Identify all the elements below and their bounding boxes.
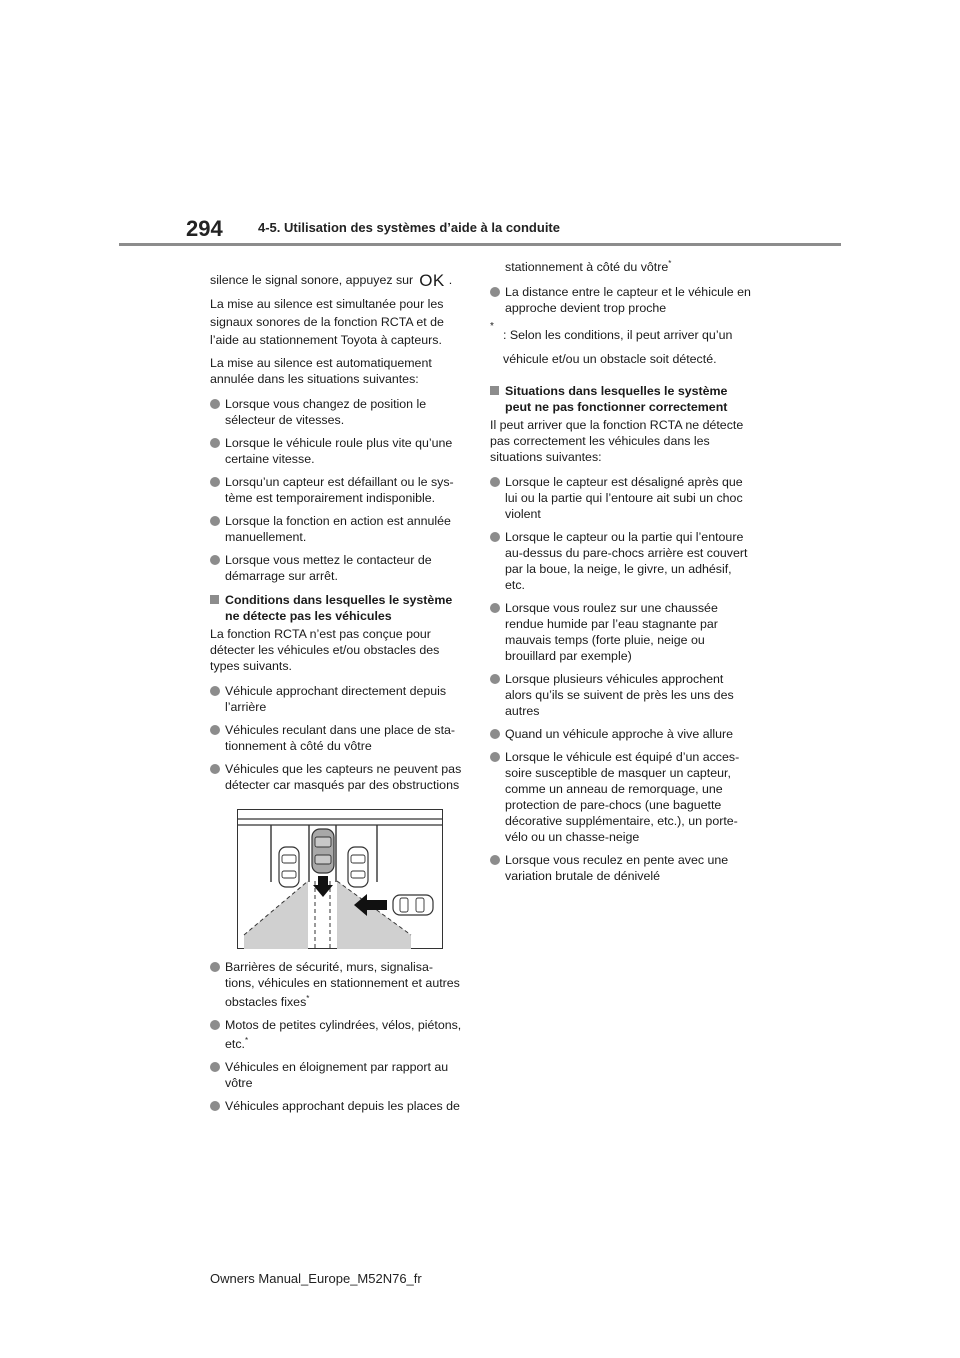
footnote-text-1: : Selon les conditions, il peut arriver qu’un — [503, 328, 733, 343]
list-item: Barrières de sécurité, murs, signalisa- tions, véhicules en stationnement et autres obstacles fixes* — [210, 959, 470, 1010]
bullet-icon — [210, 477, 220, 487]
bullet-icon — [490, 532, 500, 542]
square-bullet-icon — [210, 595, 219, 604]
footnote — [490, 323, 752, 371]
paragraph-4: Il peut arriver que la fonction RCTA ne détecte pas correctement les véhicules dans les situations suivantes: — [490, 418, 744, 465]
bullet-icon — [210, 399, 220, 409]
bullet-icon — [210, 555, 220, 565]
approaching-car-icon — [393, 895, 433, 915]
square-bullet-icon — [490, 386, 499, 395]
bullet-icon — [210, 725, 220, 735]
list-item: Lorsque le capteur est désaligné après que lui ou la partie qui l’entoure ait subi un choc violent — [490, 474, 752, 522]
list-item: Lorsqu’un capteur est défaillant ou le sys- tème est temporairement indisponible. — [210, 474, 470, 506]
footnote-text-2: véhicule et/ou un obstacle soit détecté. — [503, 352, 717, 367]
bullet-icon — [490, 855, 500, 865]
list-item: La distance entre le capteur et le véhicule en approche devient trop proche — [490, 284, 752, 316]
bullet-icon — [210, 686, 220, 696]
paragraph-2: La mise au silence est automatiquement annulée dans les situations suivantes: — [210, 356, 432, 386]
parked-car-icon — [279, 847, 299, 887]
bullet-icon — [490, 729, 500, 739]
rcta-parking-diagram — [237, 809, 443, 949]
right-column — [490, 256, 752, 891]
page-number: 294 — [186, 216, 223, 241]
section-title: 4-5. Utilisation des systèmes d’aide à la conduite — [258, 220, 560, 235]
list-item: Véhicules approchant depuis les places de — [210, 1098, 470, 1114]
footnote-mark: * — [490, 321, 494, 333]
list-item: Lorsque le véhicule roule plus vite qu’une certaine vitesse. — [210, 435, 470, 467]
paragraph-3: La fonction RCTA n’est pas conçue pour détecter les véhicules et/ou obstacles des types suivants. — [210, 627, 440, 673]
header-rule — [119, 243, 841, 246]
bullet-icon — [210, 962, 220, 972]
intro-line — [210, 256, 470, 289]
list-item: Quand un véhicule approche à vive allure — [490, 726, 752, 742]
bullet-icon — [490, 752, 500, 762]
left-column — [210, 256, 470, 1121]
continuation-line: stationnement à côté du vôtre* — [505, 259, 672, 275]
bullet-icon — [210, 516, 220, 526]
list-item: Véhicule approchant directement depuis l’arrière — [210, 683, 470, 715]
intro-prefix: silence le signal sonore, appuyez sur — [210, 273, 414, 287]
own-car-icon — [312, 829, 334, 873]
bullet-icon — [210, 1101, 220, 1111]
subsection-heading: Situations dans lesquelles le système peut ne pas fonctionner correctement — [490, 383, 752, 415]
paragraph-1: La mise au silence est simultanée pour les signaux sonores de la fonction RCTA et de l’aide au stationnement Toyota à capteurs. — [210, 297, 444, 347]
bullet-icon — [490, 674, 500, 684]
intro-suffix: . — [448, 273, 453, 287]
list-item: Véhicules que les capteurs ne peuvent pas détecter car masqués par des obstructions — [210, 761, 470, 793]
list-item: Lorsque la fonction en action est annulée manuellement. — [210, 513, 470, 545]
parked-car-icon — [348, 847, 368, 887]
list-item: Lorsque vous changez de position le sélecteur de vitesses. — [210, 396, 470, 428]
bullet-icon — [490, 603, 500, 613]
ok-button-icon: OK — [419, 271, 445, 290]
bullet-icon — [490, 287, 500, 297]
bullet-icon — [210, 1062, 220, 1072]
list-item: Lorsque vous mettez le contacteur de démarrage sur arrêt. — [210, 552, 470, 584]
list-item: Lorsque le capteur ou la partie qui l’entoure au-dessus du pare-chocs arrière est couvert par la boue, la neige, le givre, un adhésif, etc. — [490, 529, 752, 593]
list-item: Lorsque plusieurs véhicules approchent alors qu’ils se suivent de près les uns des autres — [490, 671, 752, 719]
list-item: Véhicules reculant dans une place de sta- tionnement à côté du vôtre — [210, 722, 470, 754]
document-id: Owners Manual_Europe_M52N76_fr — [210, 1271, 422, 1286]
bullet-icon — [210, 1020, 220, 1030]
list-item: Lorsque vous roulez sur une chaussée rendue humide par l’eau stagnante par mauvais temps (forte pluie, neige ou brouillard par exemple) — [490, 600, 752, 664]
list-item: Motos de petites cylindrées, vélos, piétons, etc.* — [210, 1017, 470, 1052]
bullet-icon — [210, 764, 220, 774]
list-item: Véhicules en éloignement par rapport au vôtre — [210, 1059, 470, 1091]
list-item: Lorsque le véhicule est équipé d’un acces- soire susceptible de masquer un capteur, comme un anneau de remorquage, une protection de pare-chocs (une baguette décorative supplémentaire, etc.), un porte- vélo ou un chasse-neige — [490, 749, 752, 845]
bullet-icon — [210, 438, 220, 448]
list-item: Lorsque vous reculez en pente avec une variation brutale de dénivelé — [490, 852, 752, 884]
subsection-heading: Conditions dans lesquelles le système ne détecte pas les véhicules — [210, 592, 470, 624]
bullet-icon — [490, 477, 500, 487]
